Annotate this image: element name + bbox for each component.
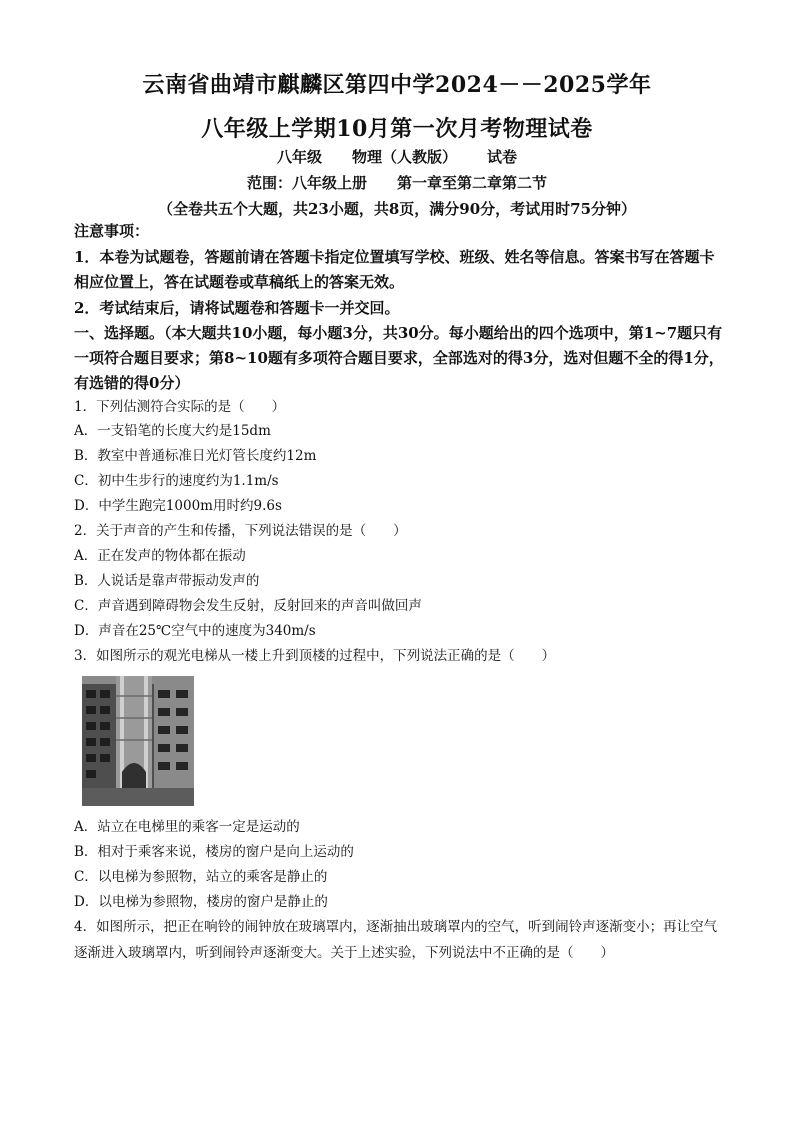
question-1-option-a: A．一支铅笔的长度大约是15dm [74, 423, 271, 439]
question-2-option-d: D．声音在25℃空气中的速度为340m/s [74, 623, 316, 639]
question-2-option-c: C．声音遇到障碍物会发生反射，反射回来的声音叫做回声 [74, 598, 422, 614]
sightseeing-elevator-photo [82, 676, 194, 806]
question-1-option-c: C．初中生步行的速度约为1.1m/s [74, 473, 279, 489]
range-label: 范围：八年级上册 [246, 174, 367, 192]
question-1-option-b: B．教室中普通标准日光灯管长度约12m [74, 448, 317, 464]
question-2-option-a: A．正在发声的物体都在振动 [74, 548, 246, 564]
exam-info-line [0, 146, 794, 167]
info-grade: 八年级 [276, 148, 322, 166]
question-4-stem: 4．如图所示，把正在响铃的闹钟放在玻璃罩内，逐渐抽出玻璃罩内的空气，听到闹铃声逐渐变小；再让空气逐渐进入玻璃罩内，听到闹铃声逐渐变大。关于上述实验，下列说法中不正确的是（ ） [74, 919, 718, 961]
question-1-option-d: D．中学生跑完1000m用时约9.6s [74, 498, 282, 514]
question-2-option-b: B．人说话是靠声带振动发声的 [74, 573, 260, 589]
notes-heading: 注意事项： [74, 222, 150, 240]
info-paper: 试卷 [487, 148, 518, 166]
info-subject: 物理（人教版） [351, 148, 457, 166]
exam-summary: （全卷共五个大题，共23小题，共8页，满分90分，考试用时75分钟） [157, 200, 637, 218]
exam-title-line-2: 八年级上学期10月第一次月考物理试卷 [201, 116, 593, 142]
exam-range-line [0, 172, 794, 193]
section1-instructions: 一、选择题。（本大题共10小题，每小题3分，共30分。每小题给出的四个选项中，第1~7题只有一项符合题目要求；第8~10题有多项符合题目要求，全部选对的得3分，选对但题不全的得1分，有选错的得0分） [74, 324, 724, 392]
range-chapters: 第一章至第二章第二节 [397, 174, 548, 192]
question-3-option-d: D．以电梯为参照物，楼房的窗户是静止的 [74, 894, 328, 910]
question-1-stem: 1．下列估测符合实际的是（ ） [74, 399, 286, 415]
question-3-option-a: A．站立在电梯里的乘客一定是运动的 [74, 819, 300, 835]
question-3-option-c: C．以电梯为参照物，站立的乘客是静止的 [74, 869, 328, 885]
notes-item-2: 2．考试结束后，请将试题卷和答题卡一并交回。 [74, 299, 400, 317]
question-2-stem: 2．关于声音的产生和传播，下列说法错误的是（ ） [74, 523, 407, 539]
notes-item-1: 1．本卷为试题卷，答题前请在答题卡指定位置填写学校、班级、姓名等信息。答案书写在答题卡相应位置上，答在试题卷或草稿纸上的答案无效。 [74, 248, 715, 291]
exam-title-line-1: 云南省曲靖市麒麟区第四中学2024－－2025学年 [142, 72, 652, 98]
question-3-option-b: B．相对于乘客来说，楼房的窗户是向上运动的 [74, 844, 354, 860]
question-3-stem: 3．如图所示的观光电梯从一楼上升到顶楼的过程中，下列说法正确的是（ ） [74, 648, 556, 664]
